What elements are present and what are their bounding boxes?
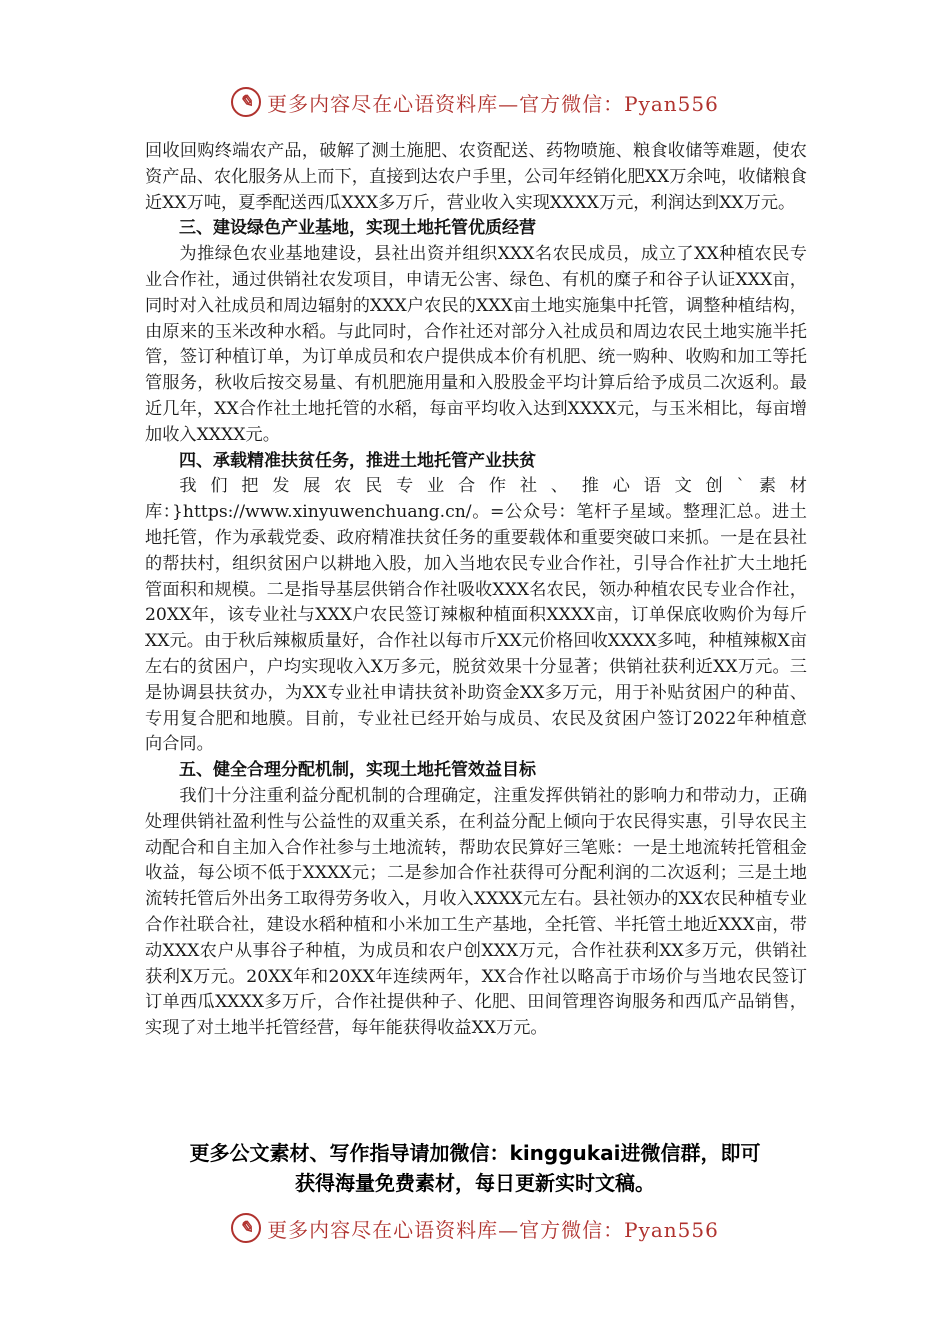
footer-banner <box>0 1208 950 1248</box>
pen-logo-icon: ✎ <box>231 1213 261 1243</box>
section-heading-5: 五、健全合理分配机制，实现土地托管效益目标 <box>179 760 536 781</box>
pen-logo-icon: ✎ <box>231 87 261 117</box>
header-banner-text: 更多内容尽在心语资料库—官方微信：Pyan556 <box>267 91 719 116</box>
footer-promo <box>130 1138 820 1198</box>
section-heading-4: 四、承载精准扶贫任务，推进土地托管产业扶贫 <box>179 450 536 471</box>
paragraph-section-5: 我们十分注重利益分配机制的合理确定，注重发挥供销社的影响力和带动力，正确处理供销社盈利性与公益性的双重关系，在利益分配上倾向于农民得实惠，引导农民主动配合和自主加入合作社参与土地流转，帮助农民算好三笔账：一是土地流转托管租金收益，每公顷不低于XXXX元；二是参加合作社获得可分配利润的二次返利；三是土地流转托管后外出务工取得劳务收入，月收入XXXX元左右。县社领办的XX农民种植专业合作社联合社，建设水稻种植和小米加工生产基地，全托管、半托管土地近XXX亩，带动XXX农户从事谷子种植，为成员和农户创XXX万元，合作社获利XX多万元，供销社获利X万元。20XX年和20XX年连续两年，XX合作社以略高于市场价与当地农民签订订单西瓜XXXX多万斤，合作社提供种子、化肥、田间管理咨询服务和西瓜产品销售，实现了对土地半托管经营，每年能获得收益XX万元。 <box>145 785 807 1039</box>
document-body <box>145 139 807 1042</box>
paragraph-intro: 回收回购终端农产品，破解了测土施肥、农资配送、药物喷施、粮食收储等难题，使农资产品、农化服务从上而下，直接到达农户手里，公司年经销化肥XX万余吨，收储粮食近XX万吨，夏季配送西瓜XXX多万斤，营业收入实现XXXX万元，利润达到XX万元。 <box>145 141 807 213</box>
section-heading-3: 三、建设绿色产业基地，实现土地托管优质经营 <box>179 218 536 239</box>
header-banner <box>0 82 950 122</box>
footer-banner-text: 更多内容尽在心语资料库—官方微信：Pyan556 <box>267 1217 719 1242</box>
footer-promo-line-2: 获得海量免费素材，每日更新实时文稿。 <box>295 1171 655 1195</box>
paragraph-section-3: 为推绿色农业基地建设，县社出资并组织XXX名农民成员，成立了XX种植农民专业合作社，通过供销社农发项目，申请无公害、绿色、有机的糜子和谷子认证XXX亩，同时对入社成员和周边辐射的XXX户农民的XXX亩土地实施集中托管，调整种植结构，由原来的玉米改种水稻。与此同时，合作社还对部分入社成员和周边农民土地实施半托管，签订种植订单，为订单成员和农户提供成本价有机肥、统一购种、收购和加工等托管服务，秋收后按交易量、有机肥施用量和入股股金平均计算后给予成员二次返利。最近几年，XX合作社土地托管的水稻，每亩平均收入达到XXXX元，与玉米相比，每亩增加收入XXXX元。 <box>145 244 807 445</box>
paragraph-section-4: 我们把发展农民专业合作社、推心语文创`素材库：}https://www.xinyuwenchuang.cn/。=公众号：笔杆子星域。整理汇总。进土地托管，作为承载党委、政府精准扶贫任务的重要载体和重要突破口来抓。一是在县社的帮扶村，组织贫困户以耕地入股，加入当地农民专业合作社，引导合作社扩大土地托管面积和规模。二是指导基层供销合作社吸收XXX名农民，领办种植农民专业合作社，20XX年，该专业社与XXX户农民签订辣椒种植面积XXXX亩，订单保底收购价为每斤XX元。由于秋后辣椒质量好，合作社以每市斤XX元价格回收XXXX多吨，种植辣椒X亩左右的贫困户，户均实现收入X万多元，脱贫效果十分显著；供销社获利近XX万元。三是协调县扶贫办，为XX专业社申请扶贫补助资金XX多万元，用于补贴贫困户的种苗、专用复合肥和地膜。目前，专业社已经开始与成员、农民及贫困户签订2022年种植意向合同。 <box>145 476 807 755</box>
footer-promo-line-1: 更多公文素材、写作指导请加微信：kinggukai进微信群，即可 <box>189 1141 761 1165</box>
